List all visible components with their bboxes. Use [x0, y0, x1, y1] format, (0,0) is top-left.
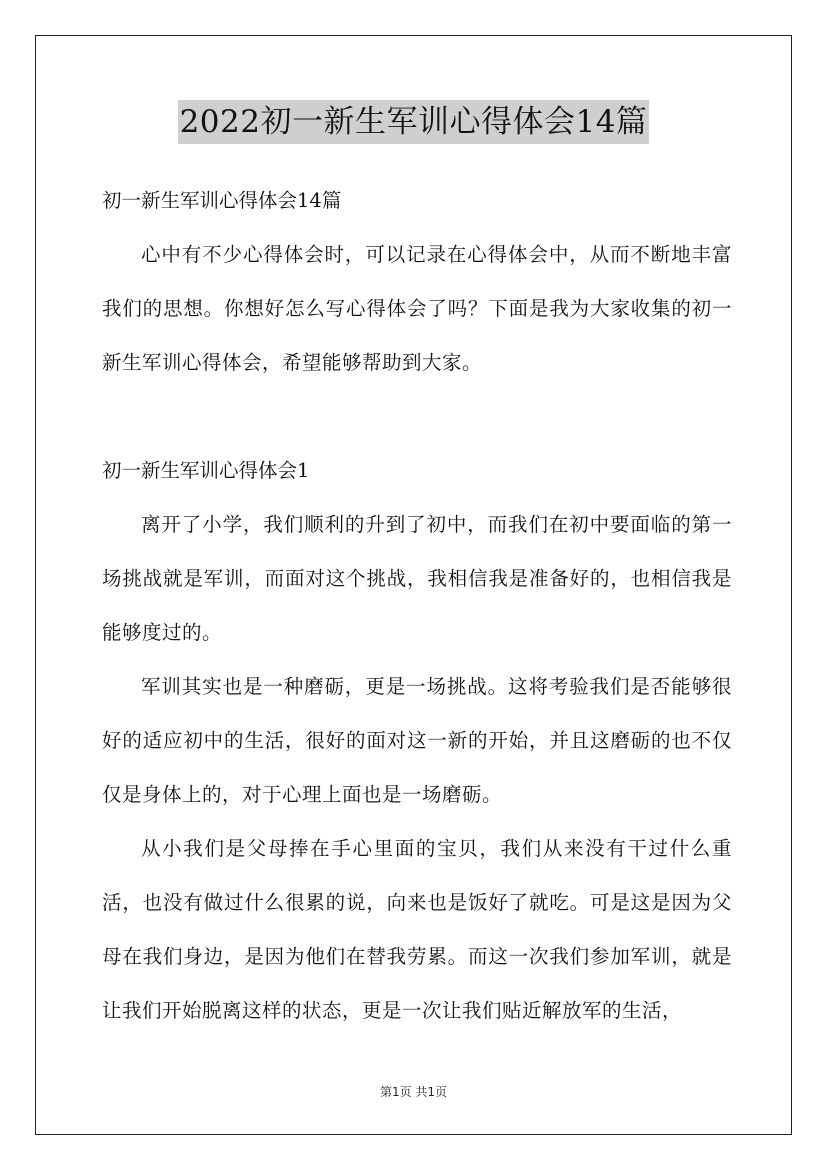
- page-footer: 第1页 共1页: [379, 1085, 448, 1099]
- section-heading: 初一新生军训心得体会1: [102, 459, 310, 482]
- body-paragraph: 从小我们是父母捧在手心里面的宝贝，我们从来没有干过什么重活，也没有做过什么很累的说，向来也是饭好了就吃。可是这是因为父母在我们身边，是因为他们在替我劳累。而这一次我们参加军训，就是让我们开始脱离这样的状态，更是一次让我们贴近解放军的生活，: [102, 837, 732, 1022]
- document-subtitle: 初一新生军训心得体会14篇: [102, 189, 342, 212]
- intro-paragraph: 心中有不少心得体会时，可以记录在心得体会中，从而不断地丰富我们的思想。你想好怎么写心得体会了吗？下面是我为大家收集的初一新生军训心得体会，希望能够帮助到大家。: [102, 243, 732, 374]
- body-paragraph: 离开了小学，我们顺利的升到了初中，而我们在初中要面临的第一场挑战就是军训，而面对这个挑战，我相信我是准备好的，也相信我是能够度过的。: [102, 513, 732, 644]
- document-title: 2022初一新生军训心得体会14篇: [178, 100, 650, 144]
- document-body: [102, 174, 732, 1038]
- section-spacer: [102, 390, 732, 444]
- body-paragraph: 军训其实也是一种磨砺，更是一场挑战。这将考验我们是否能够很好的适应初中的生活，很好的面对这一新的开始，并且这磨砺的也不仅仅是身体上的，对于心理上面也是一场磨砺。: [102, 675, 732, 806]
- title-container: [0, 100, 827, 144]
